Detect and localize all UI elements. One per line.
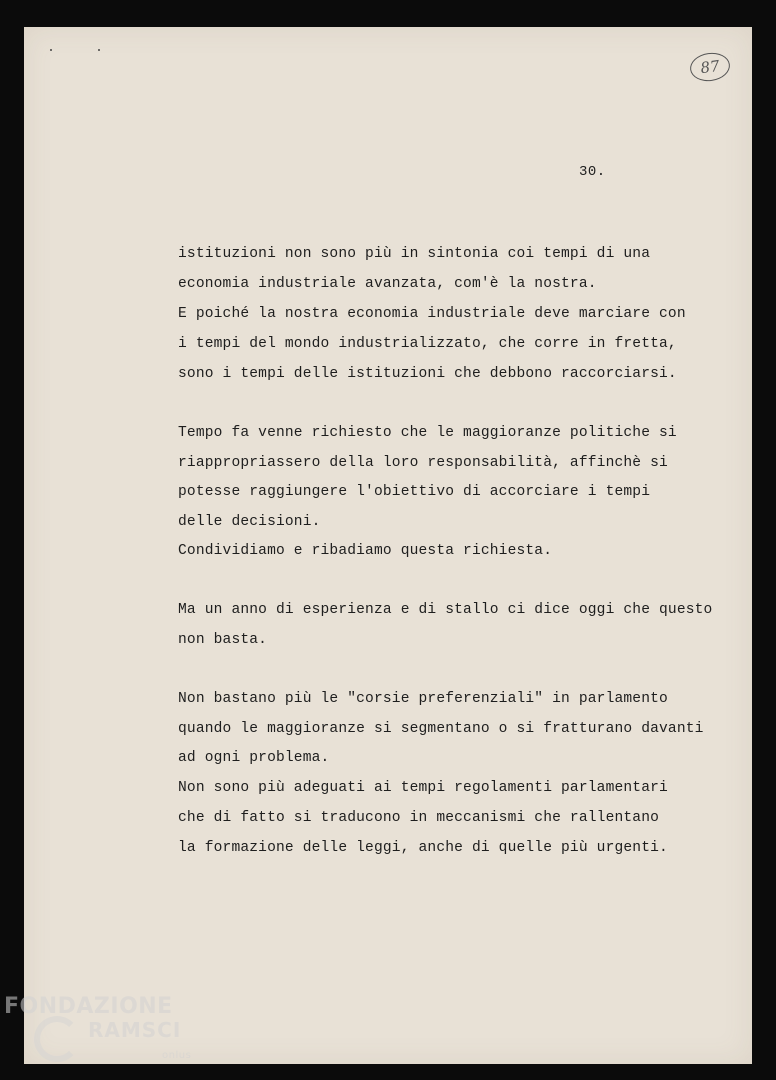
text-line: E poiché la nostra economia industriale deve marciare con: [178, 306, 686, 322]
text-line: la formazione delle leggi, anche di quelle più urgenti.: [178, 840, 668, 856]
watermark-line1: FONDAZIONE: [4, 994, 173, 1019]
text-line: delle decisioni.: [178, 514, 321, 530]
watermark-line2: RAMSCI: [88, 1018, 182, 1042]
text-line: che di fatto si traducono in meccanismi che rallentano: [178, 810, 660, 826]
text-line: istituzioni non sono più in sintonia coi tempi di una: [178, 246, 651, 262]
text-line: Non bastano più le "corsie preferenziali" in parlamento: [178, 691, 668, 707]
fondazione-gramsci-watermark: [4, 994, 194, 1074]
text-line: economia industriale avanzata, com'è la nostra.: [178, 276, 597, 292]
text-line: riappropriassero della loro responsabilità, affinchè si: [178, 455, 668, 471]
text-line: quando le maggioranze si segmentano o si fratturano davanti: [178, 721, 704, 737]
ink-speck: [98, 49, 100, 51]
text-line: non basta.: [178, 632, 268, 648]
text-line: potesse raggiungere l'obiettivo di accorciare i tempi: [178, 484, 651, 500]
text-line: Non sono più adeguati ai tempi regolamenti parlamentari: [178, 780, 668, 796]
page-number: 30.: [579, 164, 606, 180]
text-line: i tempi del mondo industrializzato, che corre in fretta,: [178, 336, 677, 352]
text-line: Ma un anno di esperienza e di stallo ci dice oggi che questo: [178, 602, 713, 618]
archive-number-stamp: 87: [688, 50, 732, 83]
text-line: ad ogni problema.: [178, 750, 330, 766]
watermark-line3: onlus: [162, 1050, 192, 1061]
text-line: Tempo fa venne richiesto che le maggioranze politiche si: [178, 425, 677, 441]
ink-speck: [50, 49, 52, 51]
g-logo-icon: [34, 1016, 80, 1062]
text-line: sono i tempi delle istituzioni che debbono raccorciarsi.: [178, 366, 677, 382]
text-line: Condividiamo e ribadiamo questa richiesta.: [178, 543, 553, 559]
